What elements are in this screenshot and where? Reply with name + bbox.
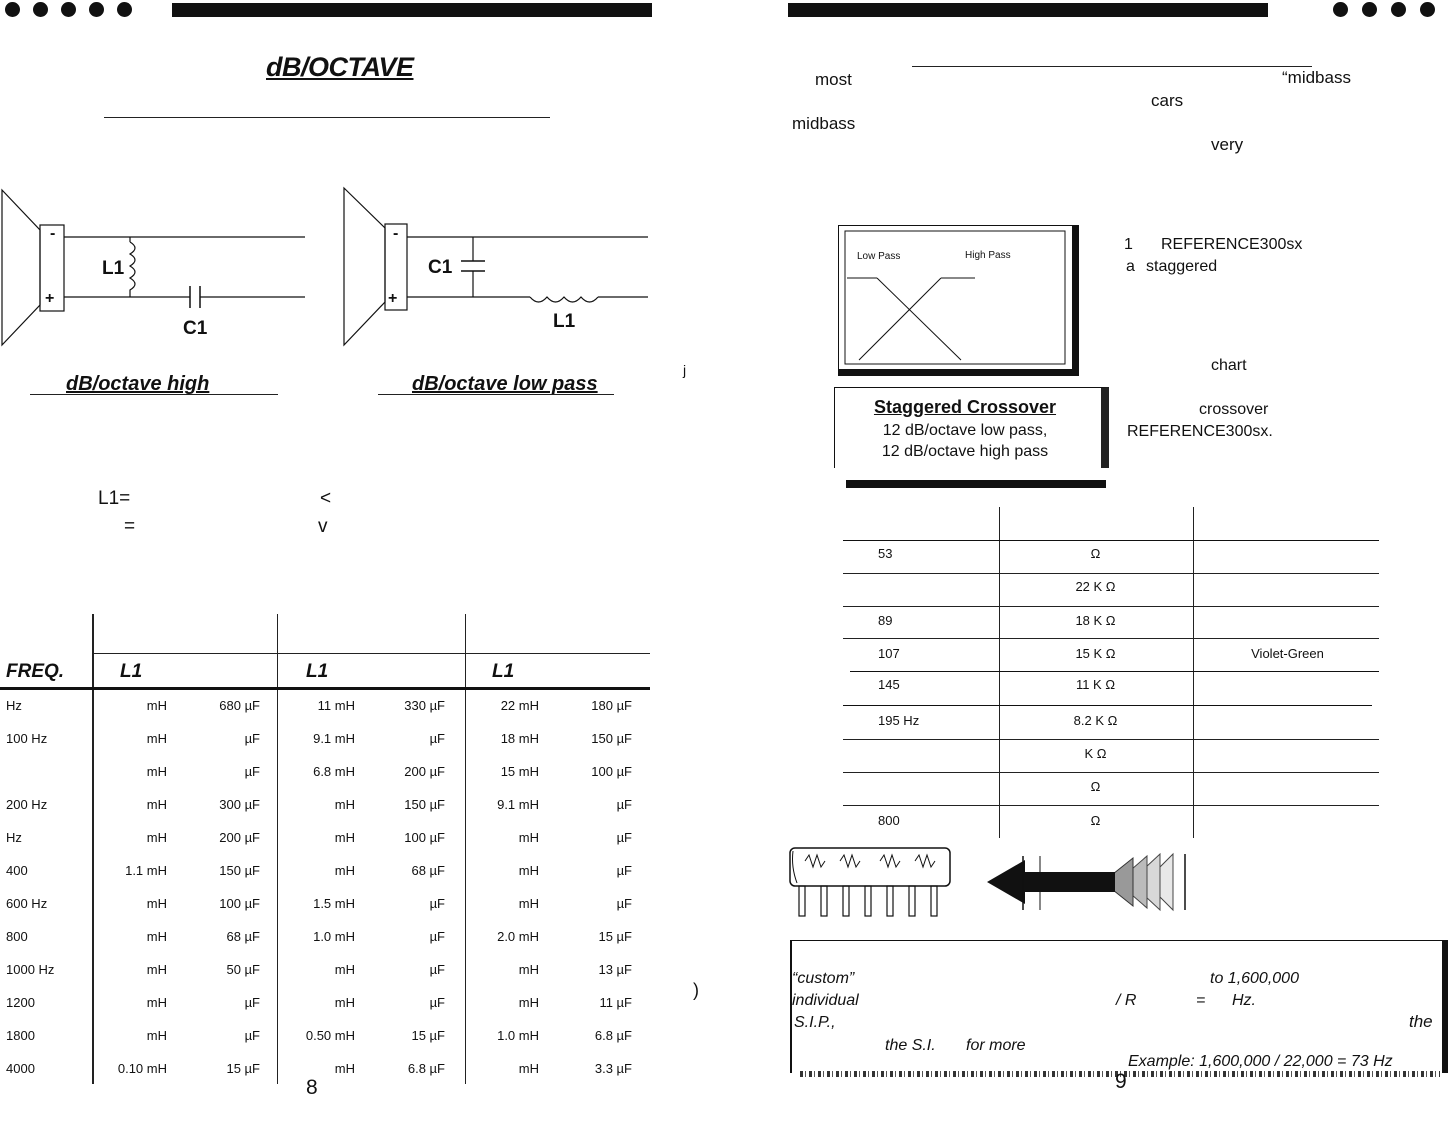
table-cell: 180 µF bbox=[591, 698, 632, 713]
table-cell: mH bbox=[518, 896, 539, 911]
table-cell: 11 K Ω bbox=[1075, 677, 1116, 692]
table-cell: 100 µF bbox=[404, 830, 445, 845]
table-cell: µF bbox=[429, 929, 445, 944]
intro-word: very bbox=[1211, 135, 1244, 154]
table-cell: 2.0 mH bbox=[497, 929, 539, 944]
table-cell: mH bbox=[518, 1061, 539, 1076]
table-cell: 22 K Ω bbox=[1075, 579, 1116, 594]
table-cell: 13 µF bbox=[598, 962, 632, 977]
bullet-dot bbox=[61, 2, 76, 17]
table-cell: mH bbox=[334, 797, 355, 812]
table-cell: 68 µF bbox=[411, 863, 445, 878]
bullet-dot bbox=[117, 2, 132, 17]
table-cell: 6.8 mH bbox=[313, 764, 355, 779]
crossover-graph bbox=[838, 225, 1079, 376]
side-text: staggered bbox=[1146, 258, 1218, 275]
table-cell: Ω bbox=[1090, 779, 1101, 794]
bullet-dot bbox=[1362, 2, 1377, 17]
table-cell: 18 K Ω bbox=[1075, 613, 1116, 628]
table-cell: µF bbox=[429, 962, 445, 977]
table-cell: mH bbox=[146, 962, 167, 977]
table-cell: µF bbox=[616, 797, 632, 812]
table-rule bbox=[843, 805, 1379, 806]
table-cell: 200 µF bbox=[219, 830, 260, 845]
bullet-dot bbox=[5, 2, 20, 17]
intro-word: “midbass bbox=[1282, 68, 1351, 87]
note-text: S.I.P., bbox=[794, 1014, 836, 1031]
table-header-rule bbox=[0, 687, 650, 690]
table-cell: 0.10 mH bbox=[117, 1061, 167, 1076]
note-text: individual bbox=[792, 992, 859, 1009]
box-line: 12 dB/octave low pass, bbox=[882, 422, 1048, 439]
side-text: 1 bbox=[1124, 236, 1133, 253]
table-rule bbox=[843, 638, 1379, 639]
table-cell: 15 mH bbox=[500, 764, 539, 779]
header-freq: FREQ. bbox=[6, 661, 65, 682]
heading-rule bbox=[912, 66, 1312, 67]
bullet-dot bbox=[1333, 2, 1348, 17]
table-cell: 200 Hz bbox=[6, 797, 48, 812]
formula-symbol: < bbox=[320, 488, 332, 509]
side-text: crossover bbox=[1199, 401, 1269, 418]
table-cell: 9.1 mH bbox=[497, 797, 539, 812]
terminal-minus: - bbox=[50, 225, 56, 242]
table-divider bbox=[999, 507, 1000, 838]
page-title: dB/OCTAVE bbox=[266, 52, 414, 82]
table-cell: 800 bbox=[878, 813, 900, 828]
table-cell: 1.1 mH bbox=[125, 863, 167, 878]
side-text: REFERENCE300sx. bbox=[1127, 423, 1273, 440]
inductor-coil bbox=[130, 242, 135, 297]
header-l1: L1 bbox=[492, 661, 515, 682]
table-cell: mH bbox=[334, 1061, 355, 1076]
low-pass-circuit-diagram bbox=[340, 180, 650, 355]
low-pass-curve bbox=[877, 278, 961, 360]
terminal-plus: + bbox=[45, 290, 55, 307]
high-pass-circuit-diagram bbox=[0, 180, 320, 355]
bullet-dot bbox=[1391, 2, 1406, 17]
table-cell: 1.5 mH bbox=[313, 896, 355, 911]
table-cell: 11 µF bbox=[599, 995, 632, 1010]
table-cell: mH bbox=[146, 731, 167, 746]
table-cell: 53 bbox=[878, 546, 893, 561]
inductor-coil bbox=[530, 297, 598, 302]
formula-l1: L1= bbox=[98, 488, 131, 509]
sip-resistor-icon bbox=[785, 845, 955, 920]
table-cell: 15 µF bbox=[598, 929, 632, 944]
table-cell: µF bbox=[616, 863, 632, 878]
table-cell: 107 bbox=[878, 646, 900, 661]
table-cell: 145 bbox=[878, 677, 900, 692]
table-cell: µF bbox=[244, 1028, 260, 1043]
table-cell: 50 µF bbox=[226, 962, 260, 977]
note-text: for more bbox=[966, 1037, 1026, 1054]
table-cell: mH bbox=[146, 896, 167, 911]
table-cell: mH bbox=[334, 995, 355, 1010]
table-cell: µF bbox=[429, 995, 445, 1010]
table-cell: 89 bbox=[878, 613, 893, 628]
arrow-graphic bbox=[985, 852, 1190, 914]
graph-label-high-pass: High Pass bbox=[965, 250, 1011, 261]
table-rule bbox=[843, 573, 1379, 574]
table-cell: 195 Hz bbox=[878, 713, 920, 728]
table-cell: 600 Hz bbox=[6, 896, 48, 911]
formula-c1: = bbox=[124, 516, 136, 537]
table-cell: 0.50 mH bbox=[305, 1028, 355, 1043]
table-cell: µF bbox=[616, 830, 632, 845]
terminal-plus: + bbox=[388, 290, 398, 307]
caption-low-pass: dB/octave low pass bbox=[412, 373, 598, 395]
intro-word: midbass bbox=[792, 114, 856, 133]
side-text: REFERENCE300sx bbox=[1161, 236, 1303, 253]
table-divider bbox=[92, 614, 94, 1084]
table-cell: 300 µF bbox=[219, 797, 260, 812]
bullet-dot bbox=[89, 2, 104, 17]
table-cell: µF bbox=[429, 896, 445, 911]
table-divider bbox=[465, 614, 466, 1084]
intro-word: most bbox=[815, 70, 852, 89]
table-cell: mH bbox=[334, 863, 355, 878]
table-cell: 200 µF bbox=[404, 764, 445, 779]
bullet-dot bbox=[33, 2, 48, 17]
table-cell: 22 mH bbox=[500, 698, 539, 713]
table-cell: 6.8 µF bbox=[594, 1028, 632, 1043]
note-text: “custom” bbox=[792, 970, 855, 987]
table-cell: 100 Hz bbox=[6, 731, 48, 746]
table-cell: mH bbox=[146, 1028, 167, 1043]
note-text: / R bbox=[1116, 992, 1137, 1009]
table-cell: 9.1 mH bbox=[313, 731, 355, 746]
header-bar bbox=[788, 3, 1268, 17]
terminal-minus: - bbox=[393, 225, 399, 242]
header-l1: L1 bbox=[306, 661, 329, 682]
table-cell: mH bbox=[518, 863, 539, 878]
page-number: 8 bbox=[306, 1076, 318, 1099]
table-cell: µF bbox=[429, 731, 445, 746]
table-cell: 68 µF bbox=[226, 929, 260, 944]
note-text: to 1,600,000 bbox=[1210, 970, 1299, 987]
table-rule bbox=[843, 606, 1379, 607]
box-title: Staggered Crossover bbox=[873, 397, 1057, 417]
bullet-dot bbox=[1420, 2, 1435, 17]
table-cell: µF bbox=[244, 731, 260, 746]
table-rule bbox=[850, 671, 1379, 672]
table-cell: K Ω bbox=[1084, 746, 1107, 761]
table-cell: 15 µF bbox=[226, 1061, 260, 1076]
table-cell: mH bbox=[146, 698, 167, 713]
side-text: chart bbox=[1211, 357, 1247, 374]
table-cell: 1.0 mH bbox=[313, 929, 355, 944]
table-cell: Hz bbox=[6, 698, 22, 713]
table-cell: 4000 bbox=[6, 1061, 35, 1076]
table-divider bbox=[277, 614, 278, 1084]
l1-label: L1 bbox=[553, 311, 576, 332]
box-underline-bar bbox=[846, 480, 1106, 488]
table-cell: 1.0 mH bbox=[497, 1028, 539, 1043]
table-rule bbox=[843, 772, 1379, 773]
table-cell: µF bbox=[244, 764, 260, 779]
table-cell: mH bbox=[518, 962, 539, 977]
example-formula: Example: 1,600,000 / 22,000 = 73 Hz bbox=[1128, 1053, 1393, 1070]
table-cell: 11 mH bbox=[317, 698, 355, 713]
table-cell: mH bbox=[518, 830, 539, 845]
table-cell: mH bbox=[146, 797, 167, 812]
table-cell: 800 bbox=[6, 929, 28, 944]
graph-label-low-pass: Low Pass bbox=[857, 251, 901, 262]
table-rule bbox=[92, 653, 650, 654]
speaker-cone bbox=[344, 188, 385, 345]
header-bar bbox=[172, 3, 652, 17]
c1-label: C1 bbox=[428, 257, 453, 278]
stray-mark: j bbox=[683, 362, 687, 378]
table-rule bbox=[843, 540, 1379, 541]
header-l1: L1 bbox=[120, 661, 143, 682]
formula-symbol: v bbox=[318, 516, 328, 537]
table-cell: Violet-Green bbox=[1251, 646, 1324, 661]
intro-word: cars bbox=[1151, 91, 1184, 110]
side-text: a bbox=[1126, 258, 1135, 275]
table-cell: 150 µF bbox=[404, 797, 445, 812]
table-cell: 1200 bbox=[6, 995, 35, 1010]
table-cell: mH bbox=[146, 995, 167, 1010]
table-cell: mH bbox=[146, 830, 167, 845]
table-cell: 6.8 µF bbox=[407, 1061, 445, 1076]
note-text: Hz. bbox=[1232, 992, 1256, 1009]
page-number: 9 bbox=[1115, 1070, 1127, 1093]
formula-note-box bbox=[790, 940, 1448, 1073]
table-rule bbox=[843, 739, 1379, 740]
c1-label: C1 bbox=[183, 318, 208, 339]
stray-mark: ) bbox=[693, 980, 699, 1000]
l1-label: L1 bbox=[102, 258, 125, 279]
table-cell: 18 mH bbox=[500, 731, 539, 746]
box-line: 12 dB/octave high pass bbox=[881, 443, 1049, 460]
table-cell: mH bbox=[146, 929, 167, 944]
note-text: = bbox=[1196, 992, 1206, 1009]
table-cell: 100 µF bbox=[219, 896, 260, 911]
table-cell: mH bbox=[146, 764, 167, 779]
table-cell: 150 µF bbox=[591, 731, 632, 746]
table-cell: 100 µF bbox=[591, 764, 632, 779]
caption-high-pass: dB/octave high bbox=[66, 373, 210, 395]
table-cell: 150 µF bbox=[219, 863, 260, 878]
note-text: the S.I. bbox=[885, 1037, 936, 1054]
note-text: the bbox=[1409, 1012, 1433, 1031]
table-cell: mH bbox=[518, 995, 539, 1010]
title-rule bbox=[104, 117, 550, 118]
table-cell: 400 bbox=[6, 863, 28, 878]
table-cell: 15 µF bbox=[411, 1028, 445, 1043]
table-cell: µF bbox=[616, 896, 632, 911]
table-cell: Hz bbox=[6, 830, 22, 845]
table-divider bbox=[1193, 507, 1194, 838]
staggered-crossover-box bbox=[834, 387, 1109, 468]
high-pass-curve bbox=[859, 278, 941, 360]
table-cell: 1000 Hz bbox=[6, 962, 55, 977]
table-cell: 8.2 K Ω bbox=[1073, 713, 1118, 728]
table-cell: 1800 bbox=[6, 1028, 35, 1043]
table-cell: 680 µF bbox=[219, 698, 260, 713]
table-cell: 330 µF bbox=[404, 698, 445, 713]
table-cell: 3.3 µF bbox=[594, 1061, 632, 1076]
table-rule bbox=[843, 705, 1372, 706]
table-cell: Ω bbox=[1090, 546, 1101, 561]
table-cell: µF bbox=[244, 995, 260, 1010]
table-cell: 15 K Ω bbox=[1075, 646, 1116, 661]
speaker-cone bbox=[2, 190, 40, 345]
table-cell: mH bbox=[334, 962, 355, 977]
table-cell: mH bbox=[334, 830, 355, 845]
table-cell: Ω bbox=[1090, 813, 1101, 828]
